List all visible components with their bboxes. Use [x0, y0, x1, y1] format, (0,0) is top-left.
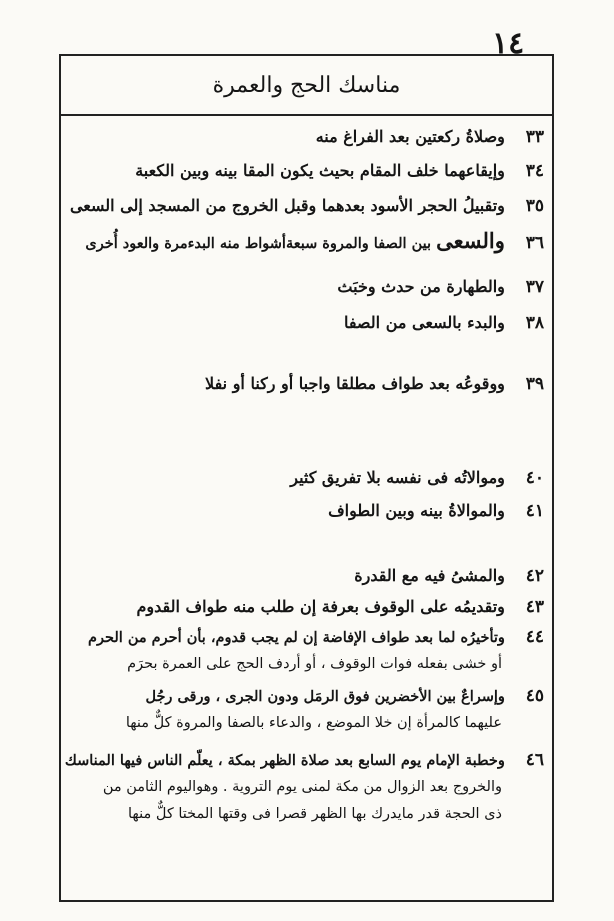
list-item [67, 309, 544, 337]
entry-text: وتأخيرُه لما بعد طواف الإفاضة إن لم يجب قدوم، بأن أحرم من الحرم [88, 629, 505, 646]
entry-number: ٤٥ [525, 686, 544, 706]
entry-continuation: عليهما كالمرأة إن خلا الموضع ، والدعاء بالصفا والمروة كلٌّ منها [125, 715, 502, 731]
entry-text: والطهارة من حدث وخبَث [337, 277, 505, 296]
entry-continuation: ذى الحجة قدر مايدرك بها الظهر قصرا فى وقتها المختا كلٌّ منها [127, 806, 502, 822]
entry-number: ٤٠ [525, 468, 544, 488]
list-item [67, 370, 544, 398]
entry-text: والمشىُ فيه مع القدرة [354, 566, 505, 585]
entry-text: وموالاتُه فى نفسه بلا تفريق كثير [290, 468, 505, 487]
list-item [67, 682, 544, 737]
entry-number: ٤٦ [525, 750, 544, 770]
entry-text: وصلاةُ ركعتين بعد الفراغ منه [315, 127, 505, 146]
entry-emphasis: والسعى [436, 228, 505, 253]
list-item [67, 227, 544, 257]
entry-number: ٣٣ [525, 127, 544, 147]
entry-continuation: أو خشى بفعله فوات الوقوف ، أو أردف الحج على العمرة بحرَم [127, 656, 502, 672]
list-item [67, 593, 544, 621]
entry-continuation: والخروج بعد الزوال من مكة لمنى يوم التروية . وهواليوم الثامن من [102, 779, 502, 795]
entry-number: ٣٥ [525, 196, 544, 216]
entries-list [61, 56, 552, 900]
list-item [67, 497, 544, 525]
list-item [67, 157, 544, 185]
page-number: ١٤ [492, 26, 525, 61]
list-item [64, 746, 544, 828]
entry-text: بين الصفا والمروة سبعةأشواط منه البدءمرة والعود أُخرى [85, 235, 432, 252]
entry-number: ٣٨ [525, 313, 544, 333]
entry-number: ٤٤ [525, 627, 544, 647]
entry-text: والموالاةُ بينه وبين الطواف [328, 501, 505, 520]
entry-text: وتقديمُه على الوقوف بعرفة إن طلب منه طواف القدوم [136, 597, 505, 616]
entry-number: ٣٧ [525, 277, 544, 297]
entry-number: ٤٣ [525, 597, 544, 617]
entry-text: والبدء بالسعى من الصفا [343, 313, 505, 332]
entry-text: وإيقاعهما خلف المقام بحيث يكون المقا بينه وبين الكعبة [135, 161, 505, 180]
entry-text: ووقوعُه بعد طواف مطلقا واجبا أو ركنا أو نفلا [205, 374, 505, 393]
list-item [67, 192, 544, 220]
list-item [67, 623, 544, 678]
entry-number: ٣٤ [525, 161, 544, 181]
entry-number: ٣٩ [525, 374, 544, 394]
list-item [67, 123, 544, 151]
entry-text: وإسراعٌ بين الأخضرين فوق الرمَل ودون الجرى ، ورقى رجُل [145, 688, 505, 705]
page-title: مناسك الحج والعمرة [61, 56, 552, 116]
list-item [67, 562, 544, 590]
entry-number: ٤١ [525, 501, 544, 521]
entry-text: وتقبيلُ الحجر الأسود بعدهما وقبل الخروج من المسجد إلى السعى [69, 196, 505, 215]
entry-number: ٣٦ [525, 233, 544, 253]
entry-text: وخطبة الإمام يوم السابع بعد صلاة الظهر بمكة ، يعلّم الناس فيها المناسك [64, 752, 505, 769]
list-item [67, 273, 544, 301]
entry-number: ٤٢ [525, 566, 544, 586]
list-item [67, 464, 544, 492]
page-frame [59, 54, 554, 902]
